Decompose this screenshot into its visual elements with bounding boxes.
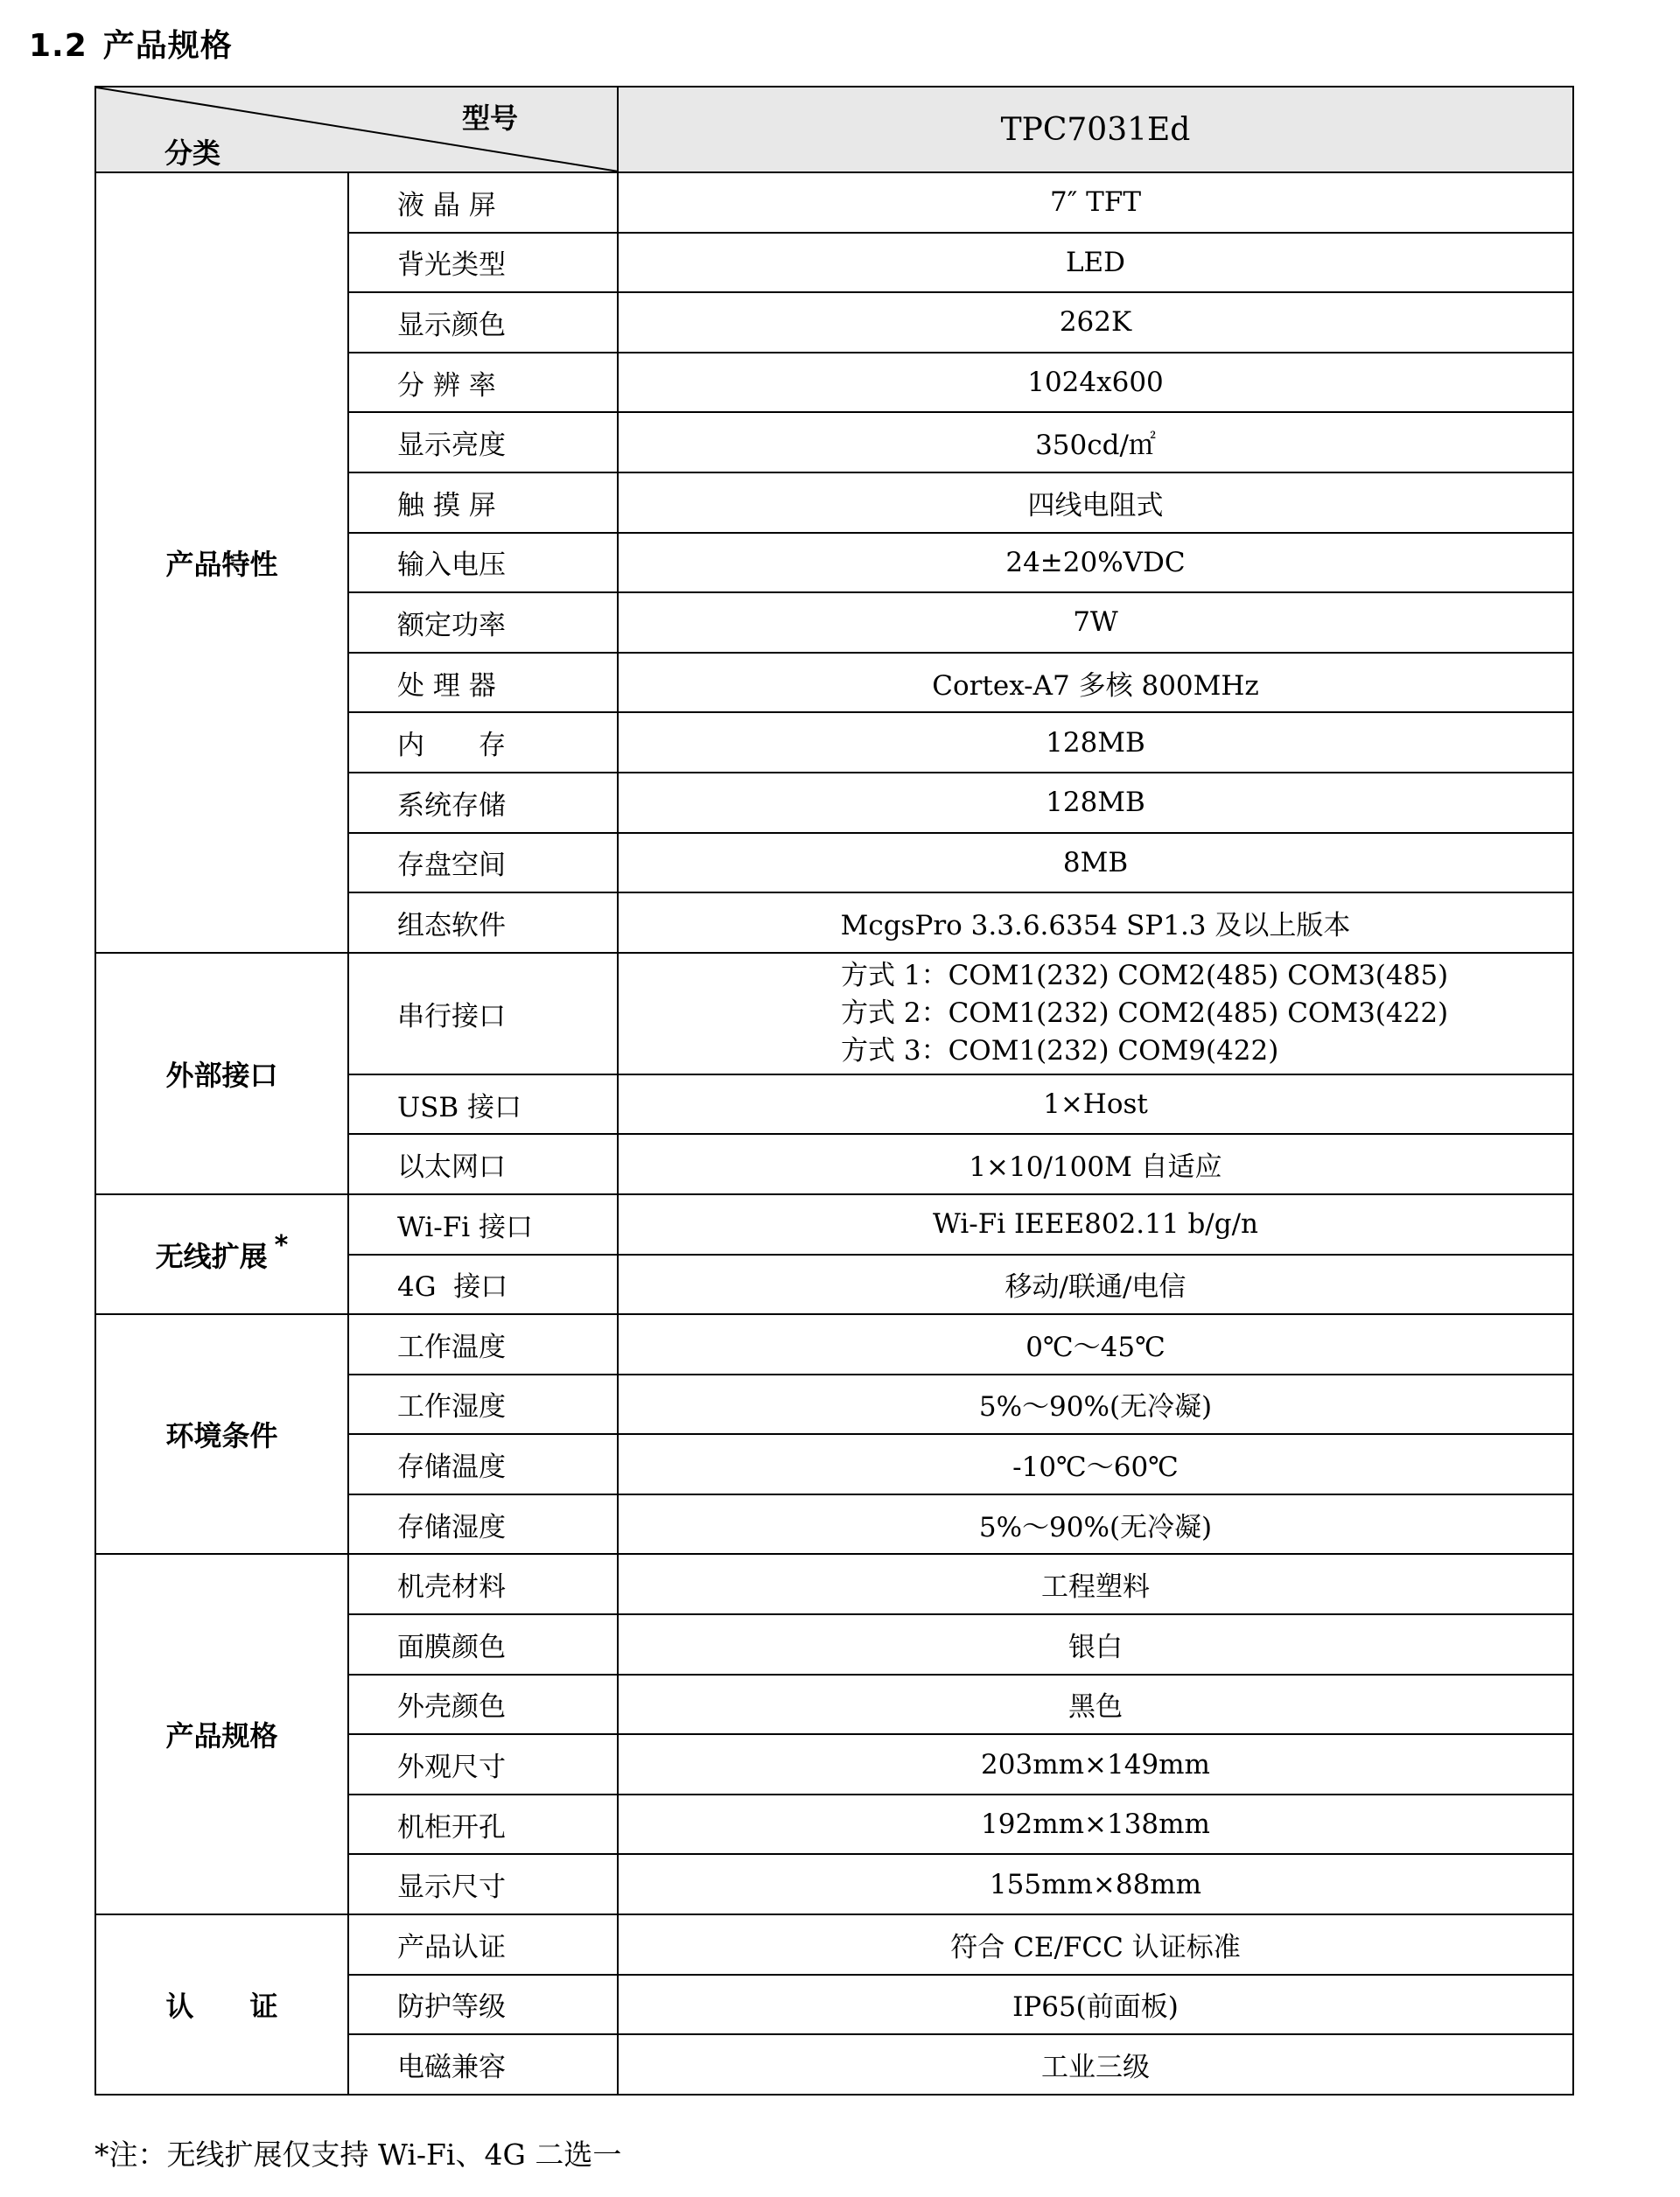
spec-label: USB 接口 bbox=[348, 1074, 618, 1135]
spec-label: Wi-Fi 接口 bbox=[348, 1194, 618, 1255]
model-header-label: 型号 bbox=[462, 101, 519, 135]
spec-value: 7W bbox=[618, 592, 1573, 653]
spec-value: IP65(前面板) bbox=[618, 1975, 1573, 2035]
spec-value-serial-modes bbox=[618, 953, 1573, 1074]
spec-label: 组态软件 bbox=[348, 892, 618, 953]
serial-mode-line: 方式 3：COM1(232) COM9(422) bbox=[841, 1034, 1279, 1067]
spec-label: 外观尺寸 bbox=[348, 1734, 618, 1795]
spec-value: 符合 CE/FCC 认证标准 bbox=[618, 1914, 1573, 1975]
category-cell bbox=[95, 1554, 348, 1914]
table-row bbox=[95, 1554, 1573, 1614]
footnote: *注：无线扩展仅支持 Wi-Fi、4G 二选一 bbox=[94, 2138, 622, 2172]
category-title: 环境条件 bbox=[165, 1419, 278, 1453]
section-heading bbox=[29, 21, 233, 66]
spec-label: 存储湿度 bbox=[348, 1494, 618, 1555]
spec-label: 存储温度 bbox=[348, 1434, 618, 1494]
table-row bbox=[95, 172, 1573, 233]
spec-value: 192mm×138mm bbox=[618, 1795, 1573, 1855]
category-title: 产品规格 bbox=[165, 1719, 278, 1753]
spec-label: 工作湿度 bbox=[348, 1375, 618, 1435]
spec-value: 7″ TFT bbox=[618, 172, 1573, 233]
spec-value: 128MB bbox=[618, 712, 1573, 773]
spec-value: 24±20%VDC bbox=[618, 533, 1573, 593]
category-cell bbox=[95, 1194, 348, 1314]
footnote-marker: * bbox=[274, 1229, 289, 1261]
spec-value: 0℃～45℃ bbox=[618, 1314, 1573, 1375]
spec-value: McgsPro 3.3.6.6354 SP1.3 及以上版本 bbox=[618, 892, 1573, 953]
spec-label: 额定功率 bbox=[348, 592, 618, 653]
category-cell bbox=[95, 1914, 348, 2095]
spec-label: 存盘空间 bbox=[348, 833, 618, 893]
spec-label: 显示亮度 bbox=[348, 412, 618, 472]
category-cell bbox=[95, 1314, 348, 1554]
spec-label: 背光类型 bbox=[348, 233, 618, 293]
category-cell bbox=[95, 172, 348, 953]
spec-value: 8MB bbox=[618, 833, 1573, 893]
model-value: TPC7031Ed bbox=[618, 87, 1573, 172]
spec-label: 串行接口 bbox=[348, 953, 618, 1074]
spec-value: Cortex-A7 多核 800MHz bbox=[618, 653, 1573, 713]
table-row bbox=[95, 1914, 1573, 1975]
spec-label: 以太网口 bbox=[348, 1134, 618, 1194]
spec-label: 外壳颜色 bbox=[348, 1675, 618, 1735]
spec-label: 处 理 器 bbox=[348, 653, 618, 713]
spec-label: 产品认证 bbox=[348, 1914, 618, 1975]
spec-value: 工业三级 bbox=[618, 2034, 1573, 2095]
spec-label: 液 晶 屏 bbox=[348, 172, 618, 233]
serial-mode-line: 方式 2：COM1(232) COM2(485) COM3(422) bbox=[841, 997, 1449, 1029]
spec-value: LED bbox=[618, 233, 1573, 293]
diagonal-header-cell bbox=[95, 87, 618, 172]
spec-label: 显示颜色 bbox=[348, 292, 618, 353]
table-row bbox=[95, 953, 1573, 1074]
spec-value: 1024x600 bbox=[618, 353, 1573, 413]
section-number: 1.2 bbox=[29, 28, 88, 64]
spec-value: -10℃～60℃ bbox=[618, 1434, 1573, 1494]
spec-value: 银白 bbox=[618, 1614, 1573, 1675]
spec-label: 输入电压 bbox=[348, 533, 618, 593]
category-title: 外部接口 bbox=[165, 1058, 278, 1092]
spec-value: 1×Host bbox=[618, 1074, 1573, 1135]
spec-label: 显示尺寸 bbox=[348, 1854, 618, 1914]
spec-label: 机柜开孔 bbox=[348, 1795, 618, 1855]
spec-value: 1×10/100M 自适应 bbox=[618, 1134, 1573, 1194]
table-row bbox=[95, 1194, 1573, 1255]
category-header-label: 分类 bbox=[164, 136, 221, 170]
spec-value: 四线电阻式 bbox=[618, 472, 1573, 533]
spec-label: 面膜颜色 bbox=[348, 1614, 618, 1675]
spec-label: 触 摸 屏 bbox=[348, 472, 618, 533]
spec-value: 128MB bbox=[618, 773, 1573, 833]
spec-label: 电磁兼容 bbox=[348, 2034, 618, 2095]
category-cell bbox=[95, 953, 348, 1194]
spec-value: 155mm×88mm bbox=[618, 1854, 1573, 1914]
category-title: 产品特性 bbox=[165, 547, 278, 581]
category-title: 认 证 bbox=[165, 1989, 278, 2023]
spec-value: 262K bbox=[618, 292, 1573, 353]
spec-label: 4G 接口 bbox=[348, 1255, 618, 1315]
serial-mode-line: 方式 1：COM1(232) COM2(485) COM3(485) bbox=[841, 959, 1449, 991]
spec-value: 203mm×149mm bbox=[618, 1734, 1573, 1795]
table-header-row bbox=[95, 87, 1573, 172]
section-title: 产品规格 bbox=[102, 28, 233, 64]
spec-label: 内 存 bbox=[348, 712, 618, 773]
spec-value: 工程塑料 bbox=[618, 1554, 1573, 1614]
spec-value: 黑色 bbox=[618, 1675, 1573, 1735]
spec-label: 工作温度 bbox=[348, 1314, 618, 1375]
spec-label: 防护等级 bbox=[348, 1975, 618, 2035]
spec-value: 5%～90%(无冷凝) bbox=[618, 1494, 1573, 1555]
category-title: 无线扩展 bbox=[155, 1239, 268, 1273]
spec-label: 系统存储 bbox=[348, 773, 618, 833]
spec-value: 350cd/㎡ bbox=[618, 412, 1573, 472]
spec-value: Wi-Fi IEEE802.11 b/g/n bbox=[618, 1194, 1573, 1255]
spec-value: 5%～90%(无冷凝) bbox=[618, 1375, 1573, 1435]
table-row bbox=[95, 1314, 1573, 1375]
spec-label: 机壳材料 bbox=[348, 1554, 618, 1614]
spec-value: 移动/联通/电信 bbox=[618, 1255, 1573, 1315]
spec-label: 分 辨 率 bbox=[348, 353, 618, 413]
spec-table bbox=[94, 86, 1574, 2096]
